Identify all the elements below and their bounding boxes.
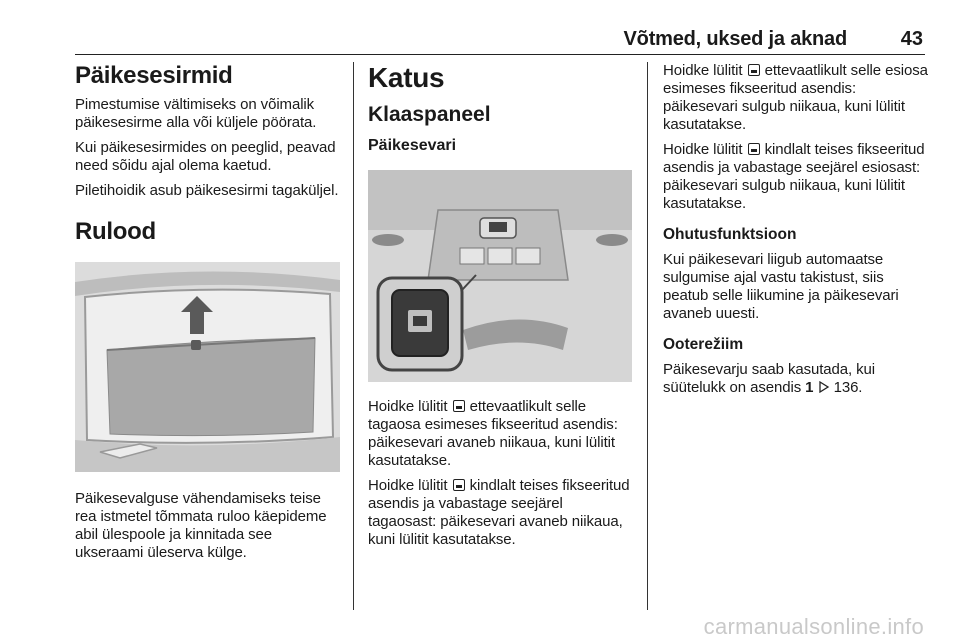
page-number: 43 [900, 28, 923, 50]
sunshade-switch-icon [453, 400, 465, 412]
arrow-reference-icon[interactable] [818, 381, 830, 393]
paragraph [368, 398, 634, 470]
paragraph: Kui päikesesirmides on peeglid, peavad need sõidu ajal olema kaetud. [75, 139, 336, 174]
text-segment: Hoidke lülitit [368, 398, 448, 415]
paragraph: Piletihoidik asub päikesesirmi tagaküljel. [75, 182, 339, 199]
page-reference-link[interactable]: 136. [833, 379, 863, 396]
column-3 [663, 62, 931, 404]
heading-glass-panel: Klaaspaneel [368, 103, 491, 126]
text-segment: Päikesevarju saab kasutada, kui süütelukk on asendis [663, 361, 876, 396]
text-segment: ettevaatlikult selle tagaosa esimeses fikseeritud asendis: päikesevari avaneb niikaua, kuni lülitit kasutatakse. [368, 398, 618, 469]
text-segment: Hoidke lülitit [368, 477, 448, 494]
column-2 [368, 62, 634, 556]
page-header [75, 22, 925, 55]
paragraph [663, 62, 931, 134]
paragraph: Pimestumise vältimiseks on võimalik päikesesirme alla või küljele pöörata. [75, 96, 317, 131]
heading-sun-visors: Päikesesirmid [75, 62, 233, 89]
sunshade-switch-illustration [368, 170, 632, 382]
column-1 [75, 62, 343, 569]
sunshade-switch-icon [748, 64, 760, 76]
text-segment: ettevaatlikult selle esiosa esimeses fikseeritud asendis: päikesevari sulgub niikaua, kuni lülitit kasutatakse. [663, 62, 928, 133]
heading-sunshade: Päikesevari [368, 137, 457, 154]
paragraph [663, 141, 931, 213]
heading-roof: Katus [368, 62, 445, 93]
paragraph: Kui päikesevari liigub automaatse sulgumise ajal vastu takistust, siis peatub selle liikumine ja päikesevari avaneb uuesti. [663, 251, 899, 322]
text-segment: Hoidke lülitit [663, 62, 743, 79]
text-segment: kindlalt teises fikseeritud asendis ja vabastage seejärel tagaosast: päikesevari avaneb niikaua, kuni lülitit kasutatakse. [368, 477, 630, 548]
roller-blind-illustration [75, 262, 340, 472]
text-segment: Hoidke lülitit [663, 141, 743, 158]
ignition-position: 1 [805, 379, 814, 396]
heading-roller-blinds: Rulood [75, 218, 156, 245]
chapter-title: Võtmed, uksed ja aknad [623, 28, 847, 50]
sunshade-switch-image [368, 170, 632, 382]
paragraph [368, 477, 634, 549]
column-divider-1 [353, 62, 354, 610]
column-divider-2 [647, 62, 648, 610]
watermark: carmanualsonline.info [703, 614, 924, 639]
paragraph [663, 361, 931, 397]
heading-safety-function: Ohutusfunktsioon [663, 226, 797, 243]
sunshade-switch-icon [748, 143, 760, 155]
paragraph: Päikesevalguse vähendamiseks teise rea istmetel tõmmata ruloo käepideme abil ülespoole ja kinnitada see ukseraami üleserva külge. [75, 490, 327, 561]
sunshade-switch-icon [453, 479, 465, 491]
heading-standby-mode: Ooterežiim [663, 336, 744, 353]
roller-blind-image [75, 262, 340, 472]
text-segment: kindlalt teises fikseeritud asendis ja vabastage seejärel esiosast: päikesevari sulgub niikaua, kuni lülitit kasutatakse. [663, 141, 925, 212]
